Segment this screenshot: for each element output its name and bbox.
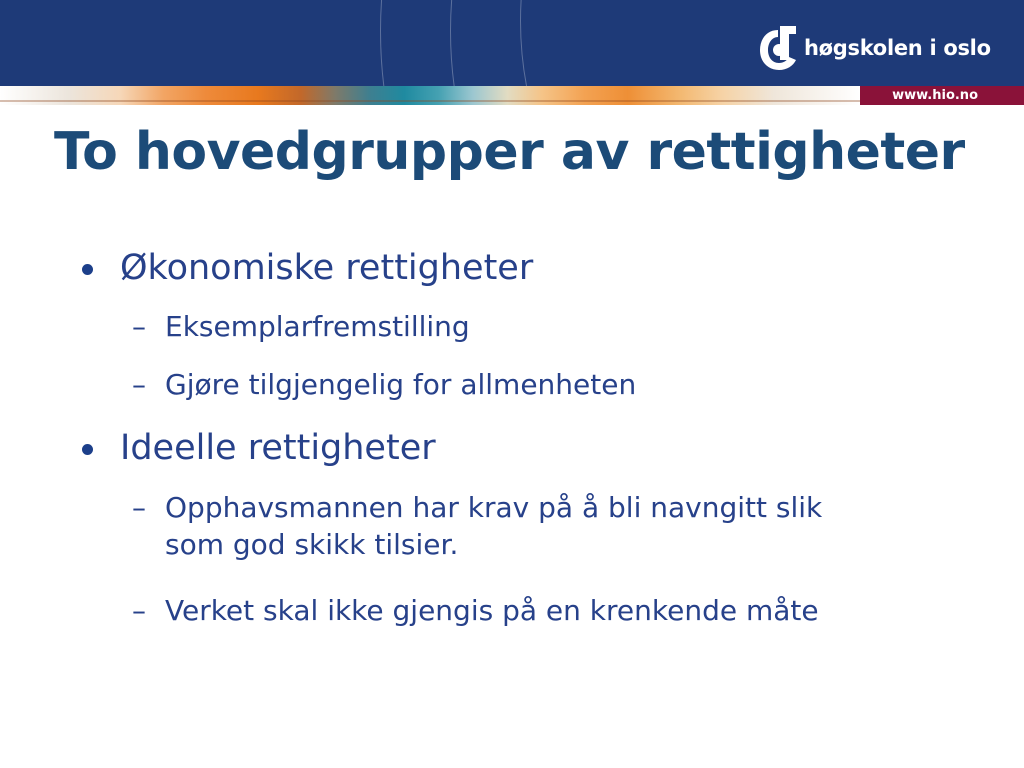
bullet-text: Ideelle rettigheter <box>120 428 436 468</box>
hio-logo-mark-icon <box>756 22 802 74</box>
sub-bullet-text: Verket skal ikke gjengis på en krenkende måte <box>165 594 819 627</box>
bullet-dot-icon <box>82 264 93 275</box>
website-bar <box>860 86 1024 105</box>
header-band <box>0 0 1024 86</box>
color-stripe <box>0 86 860 105</box>
sub-bullet-text: Eksemplarfremstilling <box>165 310 470 343</box>
slide-title: To hovedgrupper av rettigheter <box>54 122 965 182</box>
logo-text: høgskolen i oslo <box>804 36 991 60</box>
dash-marker: – <box>132 594 146 627</box>
bullet-dot-icon <box>82 444 93 455</box>
website-url: www.hio.no <box>892 88 978 103</box>
dash-marker: – <box>132 368 146 401</box>
sub-bullet-text: Gjøre tilgjengelig for allmenheten <box>165 368 637 401</box>
dash-marker: – <box>132 491 146 524</box>
bullet-text: Økonomiske rettigheter <box>120 248 534 288</box>
logo <box>756 22 996 74</box>
dash-marker: – <box>132 310 146 343</box>
sub-bullet-text: Opphavsmannen har krav på å bli navngitt slik som god skikk tilsier. <box>165 491 823 561</box>
